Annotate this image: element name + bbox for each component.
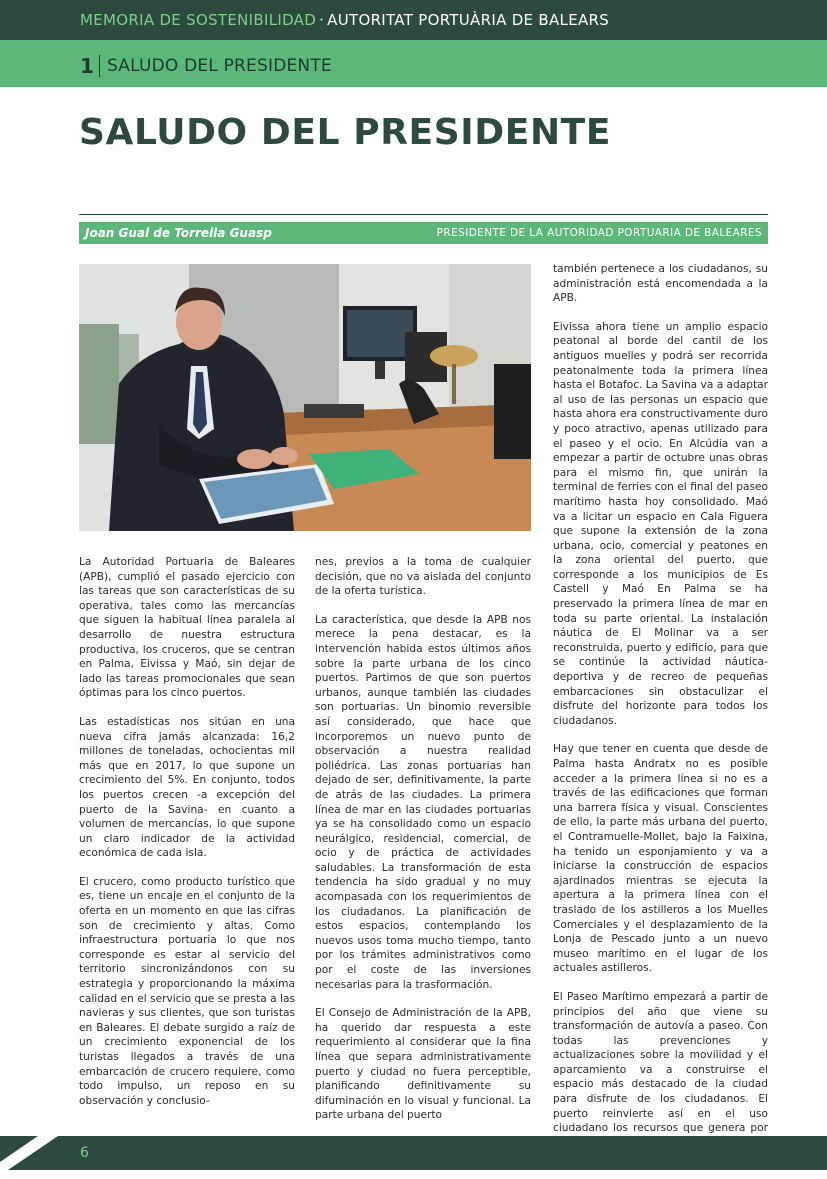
header-separator: · [319,11,325,29]
paragraph: El Paseo Marítimo empezará a partir de principios del año que viene su transformación de autovía a paseo. Con todas las prevenciones y actualizaciones sobre la movilidad y el aparcamiento va a construirse el espacio más destacado de la ciudad para disfrute de los ciudadanos. El puerto reinvierte así en el uso ciudadano los recursos que genera por [553,990,768,1135]
paragraph: también pertenece a los ciudadanos, su administración está encomendada a la APB. [553,263,768,305]
text-column-2 [315,555,531,1137]
text-column-1 [79,555,295,1122]
paragraph: El Consejo de Administración de la APB, ha querido dar respuesta a este requerimiento al considerar que la fina línea que separa administrativamente puerto y ciudad no fuera perceptible, planificando definitivamente su difuminación en lo visual y funcional. La parte urbana del puerto [315,1007,531,1122]
author-name: Joan Gual de Torrella Guasp [85,226,272,240]
section-number: 1 [80,54,94,78]
organization-name: AUTORITAT PORTUÀRIA DE BALEARS [327,11,610,29]
paragraph: La Autoridad Portuaria de Baleares (APB), cumplió el pasado ejercicio con las tareas que son características de su operativa, tales como las mercancías que siguen la habitual línea paralela al desarrollo de nuestra estructura productiva, los cruceros, que se centran en Palma, Eivissa y Maó, sin dejar de lado las tareas promocionales que sean óptimas para los cinco puertos. [79,556,295,700]
top-header-bar [0,0,827,40]
president-photo [79,264,531,531]
paragraph: La característica, que desde la APB nos merece la pena destacar, es la intervención habida estos últimos años sobre la parte urbana de los cinco puertos. Partimos de que son puertos urbanos, aunque también las ciudades son portuarias. Un binomio reversible así considerado, que hace que incorporemos un nuevo punto de observación a nuestra realidad poliédrica. Las zonas portuarias han dejado de ser, definitivamente, la parte de atrás de las ciudades. La primera línea de mar en las ciudades portuarias ya se ha consolidado como un espacio neurálgico, residencial, comercial, de ocio y de práctica de actividades saludables. La transformación de esta tendencia ha sido gradual y no muy acompasada con los requerimientos de los ciudadanos. La planificación de estos espacios, contemplando los nuevos usos toma mucho tiempo, tanto por los trámites administrativos como por el coste de las inversiones necesarias para la trasformación. [315,613,531,991]
section-divider [99,55,100,77]
section-title: SALUDO DEL PRESIDENTE [107,56,332,76]
section-bar [0,40,827,87]
author-rule [79,214,768,215]
paragraph: Hay que tener en cuenta que desde de Palma hasta Andratx no es posible acceder a la primera línea si no es a través de las edificaciones que forman una barrera física y visual. Conscientes de ello, la parte más urbana del puerto, el Contramuelle-Mollet, bajo la Faixina, ha tenido un esponjamiento y va a iniciarse la construcción de espacios ajardinados mientras se ejecuta la apertura a la primera línea con el traslado de los astilleros a los Muelles Comerciales y el desplazamiento de la Lonja de Pescado junto a un nuevo museo marítimo en el lugar de los actuales astilleros. [553,743,768,975]
page-number: 6 [80,1145,89,1161]
paragraph: Las estadísticas nos sitúan en una nueva cifra jamás alcanzada: 16,2 millones de toneladas, ochocientas mil más que en 2017, lo que supone un crecimiento del 5%. En conjunto, todos los puertos crecen -a excepción del puerto de la Savina- en cuanto a volumen de mercancías, lo que supone un claro indicador de la actividad económica de cada isla. [79,715,295,860]
text-column-3 [553,262,768,1179]
footer-bar [0,1136,827,1170]
paragraph: nes, previos a la toma de cualquier decisión, que no va aislada del conjunto de la oferta turística. [315,556,531,598]
page-title: SALUDO DEL PRESIDENTE [79,112,612,153]
author-bar [79,222,768,244]
author-role: PRESIDENTE DE LA AUTORIDAD PORTUARIA DE BALEARES [436,227,762,239]
publication-name: MEMORIA DE SOSTENIBILIDAD [80,11,317,29]
paragraph: Eivissa ahora tiene un amplio espacio peatonal al borde del cantil de los antiguos muelles y podrá ser recorrida peatonalmente toda la primera línea hasta el Botafoc. La Savina va a adaptar al uso de las personas un espacio que hasta ahora era constructivamente duro y poco atractivo, apenas utilizado para el paseo y el ocio. En Alcúdia van a empezar a partir de octubre unas obras para el mismo fin, que unirán la terminal de ferries con el final del paseo marítimo hasta hoy consolidado. Maó va a licitar un espacio en Cala Figuera que supone la extensión de la zona urbana, ocio, comercial y peatones en la zona oriental del puerto, que corresponde a los municipios de Es Castell y Maó En Palma se ha preservado la primera línea de mar en toda su parte oriental. La instalación náutica de El Molinar va a ser reconstruida, puerto y edificio, para que se continúe la actividad náutica-deportiva y de recreo de pequeñas embarcaciones sin obstaculizar el disfrute del horizonte para todos los ciudadanos. [553,320,768,727]
header-text [80,11,609,29]
footer-stripe-icon [0,1136,70,1170]
paragraph: El crucero, como producto turístico que es, tiene un encaje en el conjunto de la oferta en un momento en que las cifras son de crecimiento y altas. Como infraestructura portuaria lo que nos corresponde es estar al servicio del territorio sincronizándonos con su estrategia y proporcionando la máxima calidad en el servicio que se presta a las navieras y sus clientes, que son turistas en Baleares. El debate surgido a raíz de un crecimiento exponencial de los turistas llegados a través de una embarcación de crucero requiere, como todo impulso, un reposo en su observación y conclusio- [79,875,295,1107]
